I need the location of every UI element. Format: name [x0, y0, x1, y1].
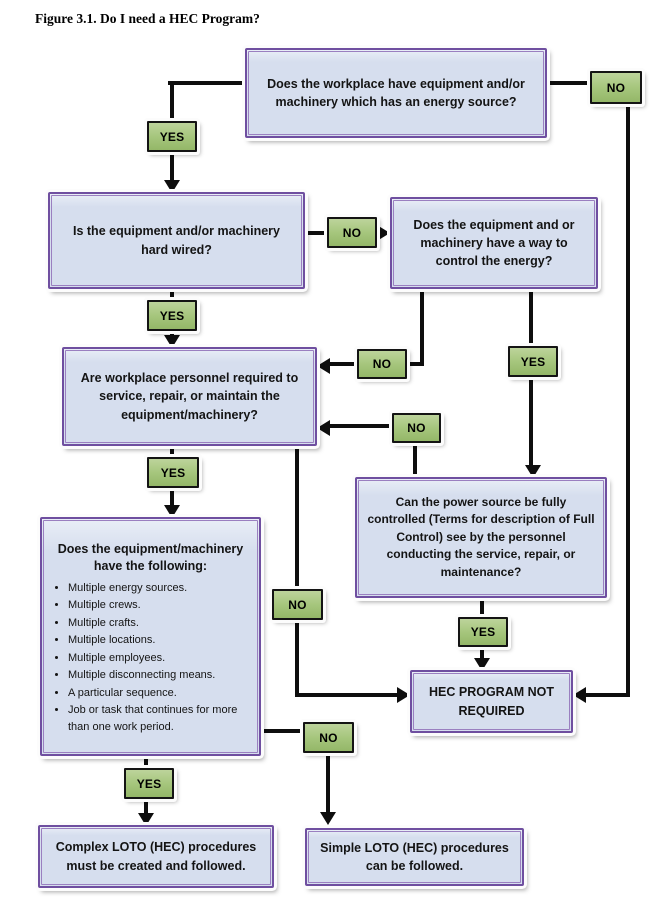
bullet-item: • Multiple crews. — [68, 597, 251, 614]
bullet-item: • Multiple locations. — [68, 632, 251, 649]
connector-no6-to-simple — [326, 751, 330, 813]
node-following-question — [40, 517, 261, 756]
connector-q3-no-v — [295, 443, 299, 697]
badge-yes-full-control: YES — [458, 617, 508, 647]
badge-yes-following: YES — [124, 768, 174, 799]
bullet-item: • Multiple employees. — [68, 650, 251, 667]
connector-no1-to-hec — [585, 693, 630, 697]
connector-q4-no-v — [420, 288, 424, 366]
connector-q2-no-h — [304, 231, 328, 235]
badge-no-control-energy: NO — [357, 349, 407, 379]
figure-title: Figure 3.1. Do I need a HEC Program? — [35, 11, 260, 26]
connector-q3-no-to-hec — [295, 693, 399, 697]
bullet-item: • A particular sequence. — [68, 685, 251, 702]
badge-yes-personnel: YES — [147, 457, 199, 488]
arrowhead-into-personnel-lower — [317, 420, 330, 436]
node-hec-not-required — [410, 670, 573, 733]
badge-no-hard-wired: NO — [327, 217, 377, 248]
badge-no-following: NO — [303, 722, 354, 753]
arrowhead-into-personnel-upper — [317, 358, 330, 374]
bullet-item: • Job or task that continues for more than one work period. — [68, 702, 251, 735]
node-control-energy-question — [390, 197, 598, 289]
node-personnel-service-question — [62, 347, 317, 446]
node-hard-wired-question — [48, 192, 305, 289]
node-control-energy-text: Does the equipment and or machinery have a way to control the energy? — [413, 217, 575, 269]
node-simple-loto — [305, 828, 524, 886]
connector-q4-yes-v1 — [529, 288, 533, 348]
connector-q2-yes-v — [170, 287, 174, 301]
node-simple-loto-text: Simple LOTO (HEC) procedures can be followed. — [320, 840, 509, 873]
connector-no3-to-q3 — [329, 362, 358, 366]
badge-no-personnel: NO — [272, 589, 323, 620]
badge-no-energy-source: NO — [590, 71, 642, 104]
badge-yes-control-energy: YES — [508, 346, 558, 377]
arrowhead-into-simple — [320, 812, 336, 825]
following-bullet-list — [50, 580, 251, 737]
node-full-control-text: Can the power source be fully controlled (Terms for description of Full Control) see by the personnel conducting the service, repair, or maintenance? — [367, 495, 595, 579]
connector-q1-no-h — [546, 81, 592, 85]
node-hec-not-required-text: HEC PROGRAM NOT REQUIRED — [429, 685, 554, 718]
bullet-item: • Multiple crafts. — [68, 615, 251, 632]
bullet-item: • Multiple energy sources. — [68, 580, 251, 597]
node-complex-loto — [38, 825, 274, 888]
connector-q5-yes-v1 — [480, 595, 484, 619]
node-energy-source-text: Does the workplace have equipment and/or machinery which has an energy source? — [267, 76, 525, 109]
connector-q6-no-h — [258, 729, 304, 733]
arrowhead-into-hec-right — [573, 687, 586, 703]
node-following-title: Does the equipment/machinery have the following: — [57, 541, 244, 573]
badge-yes-hard-wired: YES — [147, 300, 197, 331]
connector-yes6-to-complex — [144, 797, 148, 814]
connector-q4-yes-v2 — [529, 376, 533, 467]
node-full-control-question — [355, 477, 607, 598]
connector-q1-yes-v — [170, 83, 174, 123]
arrowhead-into-control-energy — [377, 225, 390, 241]
connector-no1-down — [626, 102, 630, 697]
connector-no4-to-q3 — [329, 424, 393, 428]
connector-q1-yes-h — [168, 81, 246, 85]
badge-yes-energy-source: YES — [147, 121, 197, 152]
arrowhead-into-hec-left — [397, 687, 410, 703]
node-energy-source-question — [245, 48, 547, 138]
node-hard-wired-text: Is the equipment and/or machinery hard wired? — [73, 224, 280, 257]
connector-yes4-to-q6 — [170, 486, 174, 506]
bullet-item: • Multiple disconnecting means. — [68, 667, 251, 684]
node-personnel-service-text: Are workplace personnel required to service, repair, or maintain the equipment/machinery? — [80, 371, 299, 422]
connector-q5-no-v — [413, 441, 417, 479]
node-complex-loto-text: Complex LOTO (HEC) procedures must be created and followed. — [55, 840, 257, 873]
badge-no-full-control: NO — [392, 413, 441, 443]
connector-yes1-to-q2 — [170, 150, 174, 182]
